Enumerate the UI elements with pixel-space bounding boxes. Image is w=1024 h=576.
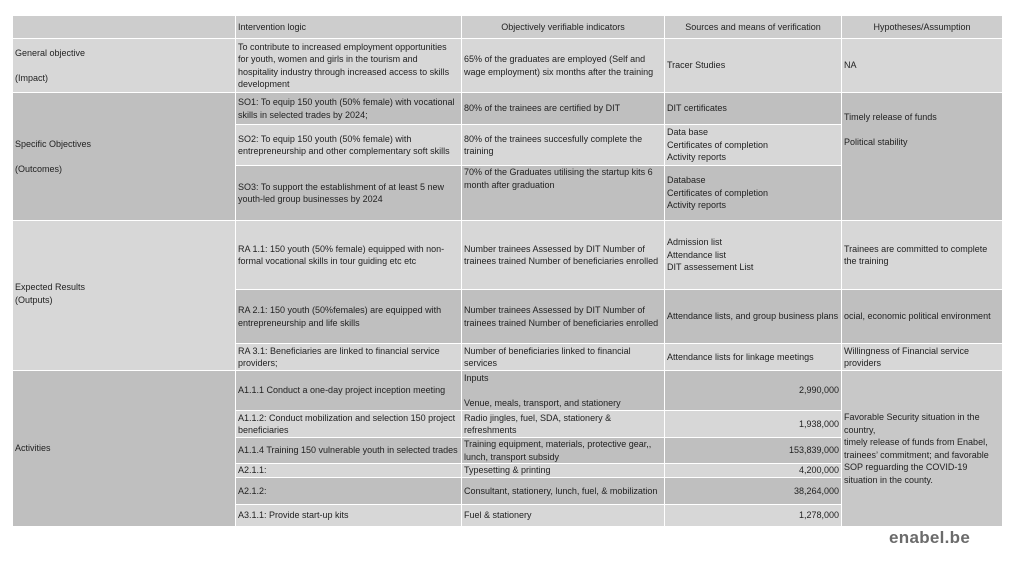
table-row bbox=[13, 371, 1003, 411]
header-indicators: Objectively verifiable indicators bbox=[462, 16, 665, 39]
ra-logic: RA 3.1: Beneficiaries are linked to financial service providers; bbox=[236, 344, 462, 371]
so-logic: SO2: To equip 150 youth (50% female) with entrepreneurship and other complementary soft skills bbox=[236, 125, 462, 166]
header-hypotheses: Hypotheses/Assumption bbox=[842, 16, 1003, 39]
specific-objectives-label: Specific Objectives (Outcomes) bbox=[13, 93, 236, 221]
header-sources: Sources and means of verification bbox=[665, 16, 842, 39]
so-logic: SO1: To equip 150 youth (50% female) with vocational skills in selected trades by 2024; bbox=[236, 93, 462, 125]
ra-hypothesis: Trainees are committed to complete the training bbox=[842, 221, 1003, 290]
so-source: Database Certificates of completion Activity reports bbox=[665, 166, 842, 221]
activity-amount: 1,938,000 bbox=[665, 411, 842, 438]
table-row bbox=[13, 93, 1003, 125]
header-blank bbox=[13, 16, 236, 39]
activity-inputs: Typesetting & printing bbox=[462, 464, 665, 478]
general-hypothesis: NA bbox=[842, 39, 1003, 93]
activity-logic: A2.1.1: bbox=[236, 464, 462, 478]
so-indicator: 80% of the trainees succesfully complete the training bbox=[462, 125, 665, 166]
activity-inputs: Fuel & stationery bbox=[462, 505, 665, 527]
activity-logic: A1.1.1 Conduct a one-day project inception meeting bbox=[236, 371, 462, 411]
expected-results-label: Expected Results (Outputs) bbox=[13, 221, 236, 371]
activity-amount: 2,990,000 bbox=[665, 371, 842, 411]
activity-amount: 4,200,000 bbox=[665, 464, 842, 478]
table-row bbox=[13, 221, 1003, 290]
activity-inputs: Training equipment, materials, protective gear,, lunch, transport subsidy bbox=[462, 438, 665, 464]
activity-inputs: Inputs Venue, meals, transport, and stationery bbox=[462, 371, 665, 411]
so-logic: SO3: To support the establishment of at least 5 new youth-led group businesses by 2024 bbox=[236, 166, 462, 221]
header-row bbox=[13, 16, 1003, 39]
ra-hypothesis: Willingness of Financial service providers bbox=[842, 344, 1003, 371]
activity-logic: A3.1.1: Provide start-up kits bbox=[236, 505, 462, 527]
activity-amount: 1,278,000 bbox=[665, 505, 842, 527]
so-indicator: 70% of the Graduates utilising the startup kits 6 month after graduation bbox=[462, 166, 665, 221]
ra-logic: RA 2.1: 150 youth (50%females) are equipped with entrepreneurship and life skills bbox=[236, 290, 462, 344]
logframe-table bbox=[12, 15, 1003, 527]
table-row bbox=[13, 39, 1003, 93]
activities-label: Activities bbox=[13, 371, 236, 527]
ra-logic: RA 1.1: 150 youth (50% female) equipped with non-formal vocational skills in tour guiding etc etc bbox=[236, 221, 462, 290]
so-indicator: 80% of the trainees are certified by DIT bbox=[462, 93, 665, 125]
so-hypothesis: Timely release of funds Political stability bbox=[842, 93, 1003, 221]
ra-hypothesis: ocial, economic political environment bbox=[842, 290, 1003, 344]
general-objective-label: General objective (Impact) bbox=[13, 39, 236, 93]
activity-logic: A2.1.2: bbox=[236, 478, 462, 505]
general-logic: To contribute to increased employment opportunities for youth, women and girls in the tourism and hospitality industry through increased access to skills development bbox=[236, 39, 462, 93]
general-indicator: 65% of the graduates are employed (Self and wage employment) six months after the training bbox=[462, 39, 665, 93]
ra-indicator: Number trainees Assessed by DIT Number of trainees trained Number of beneficiaries enrolled bbox=[462, 290, 665, 344]
activity-inputs: Consultant, stationery, lunch, fuel, & mobilization bbox=[462, 478, 665, 505]
activity-logic: A1.1.4 Training 150 vulnerable youth in selected trades bbox=[236, 438, 462, 464]
so-source: Data base Certificates of completion Activity reports bbox=[665, 125, 842, 166]
activity-amount: 38,264,000 bbox=[665, 478, 842, 505]
ra-source: Attendance lists for linkage meetings bbox=[665, 344, 842, 371]
so-source: DIT certificates bbox=[665, 93, 842, 125]
ra-source: Admission list Attendance list DIT assessement List bbox=[665, 221, 842, 290]
activity-logic: A1.1.2: Conduct mobilization and selection 150 project beneficiaries bbox=[236, 411, 462, 438]
general-source: Tracer Studies bbox=[665, 39, 842, 93]
enabel-logo: enabel.be bbox=[889, 528, 971, 547]
ra-indicator: Number of beneficiaries linked to financial services bbox=[462, 344, 665, 371]
activities-hypothesis: Favorable Security situation in the country, timely release of funds from Enabel, trainees’ commitment; and favorable SOP reguarding the COVID-19 situation in the county. bbox=[842, 371, 1003, 527]
activity-amount: 153,839,000 bbox=[665, 438, 842, 464]
ra-source: Attendance lists, and group business plans bbox=[665, 290, 842, 344]
header-logic: Intervention logic bbox=[236, 16, 462, 39]
ra-indicator: Number trainees Assessed by DIT Number of trainees trained Number of beneficiaries enrolled bbox=[462, 221, 665, 290]
activity-inputs: Radio jingles, fuel, SDA, stationery & refreshments bbox=[462, 411, 665, 438]
